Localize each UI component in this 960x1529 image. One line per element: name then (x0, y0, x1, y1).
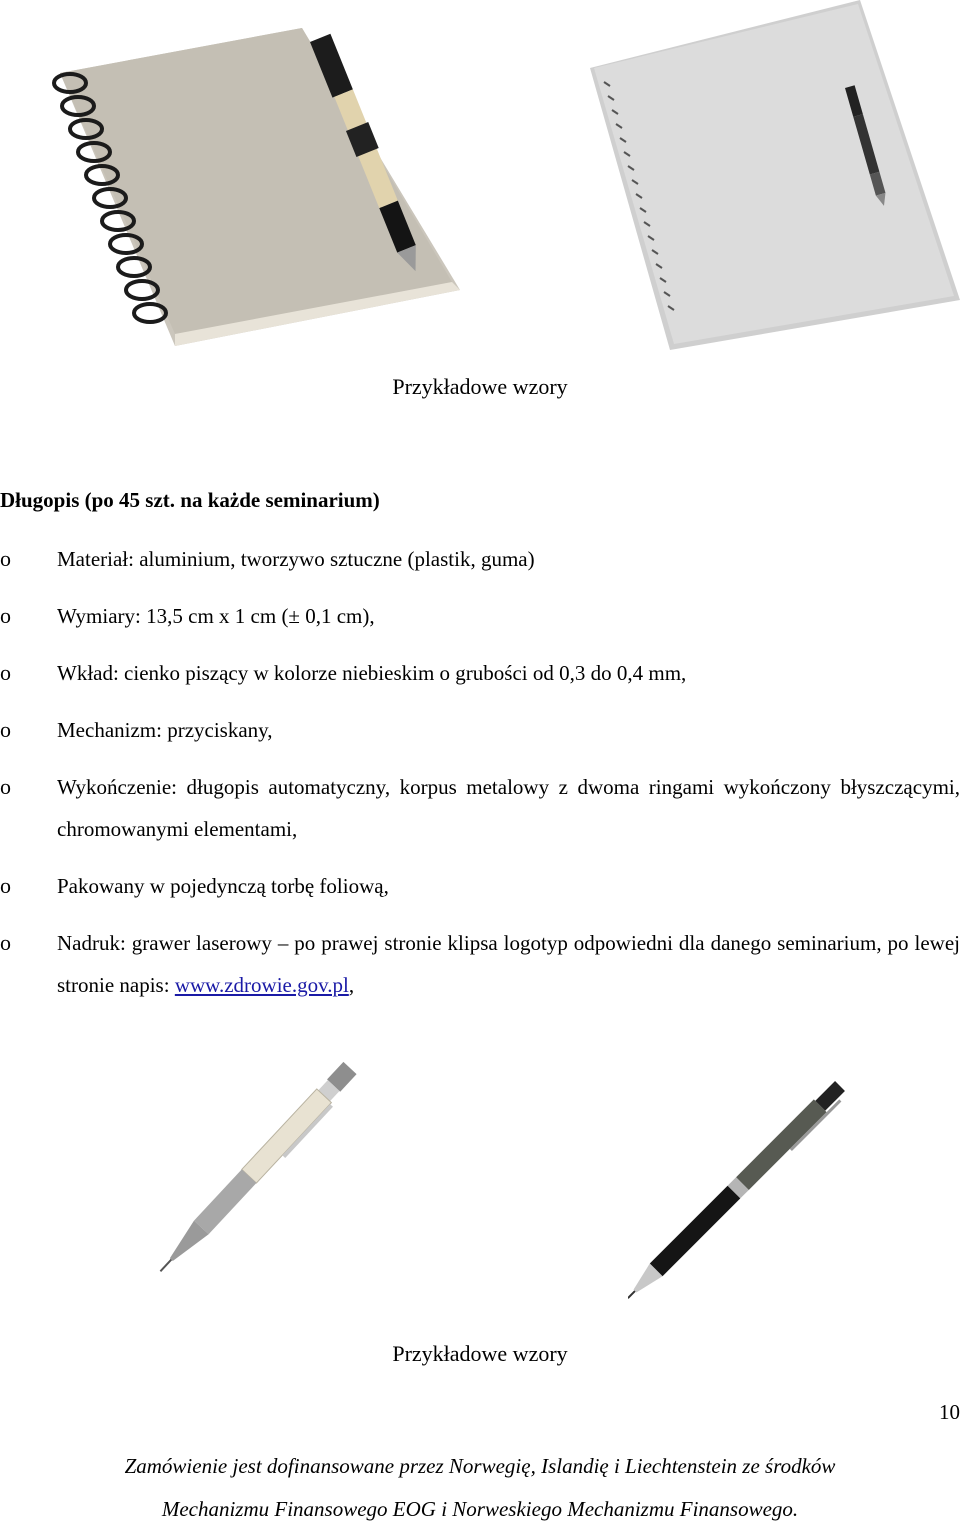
list-item-refill: Wkład: cienko piszący w kolorze niebieskim o grubości od 0,3 do 0,4 mm, (57, 661, 687, 685)
pen-silver-image (130, 1060, 360, 1280)
notebook-kraft-image (40, 28, 460, 348)
footer-line-2: Mechanizmu Finansowego EOG i Norweskiego Mechanizmu Finansowego. (161, 1497, 799, 1521)
notebook-white-image (590, 0, 960, 350)
section-heading: Długopis (po 45 szt. na każde seminarium) (0, 488, 380, 512)
bullet-marker: o (0, 660, 11, 685)
bullet-marker: o (0, 603, 11, 628)
engraving-text-end: , (348, 973, 355, 997)
engraving-text: Nadruk: grawer laserowy – po prawej stronie klipsa logotyp odpowiedni dla danego seminarium, po lewej stronie napis: (57, 931, 960, 997)
list-item-mechanism: Mechanizm: przyciskany, (57, 718, 273, 742)
bullet-marker: o (0, 774, 11, 799)
image-caption-bottom: Przykładowe wzory (392, 1341, 568, 1366)
image-caption-top: Przykładowe wzory (392, 374, 568, 399)
website-link[interactable]: www.zdrowie.gov.pl (174, 973, 349, 997)
list-item-material: Materiał: aluminium, tworzywo sztuczne (plastik, guma) (57, 547, 535, 571)
footer-line-1: Zamówienie jest dofinansowane przez Norwegię, Islandię i Liechtenstein ze środków (124, 1454, 836, 1478)
list-item-engraving (57, 922, 960, 1006)
page-number: 10 (939, 1400, 960, 1424)
pen-black-image (628, 1080, 858, 1302)
bullet-marker: o (0, 546, 11, 571)
bullet-marker: o (0, 717, 11, 742)
list-item-finish: Wykończenie: długopis automatyczny, korpus metalowy z dwoma ringami wykończony błyszczącymi, chromowanymi elementami, (57, 775, 960, 841)
list-item-dimensions: Wymiary: 13,5 cm x 1 cm (± 0,1 cm), (57, 604, 375, 628)
bullet-marker: o (0, 873, 11, 898)
list-item-packaging: Pakowany w pojedynczą torbę foliową, (57, 874, 389, 898)
bullet-marker: o (0, 930, 11, 955)
